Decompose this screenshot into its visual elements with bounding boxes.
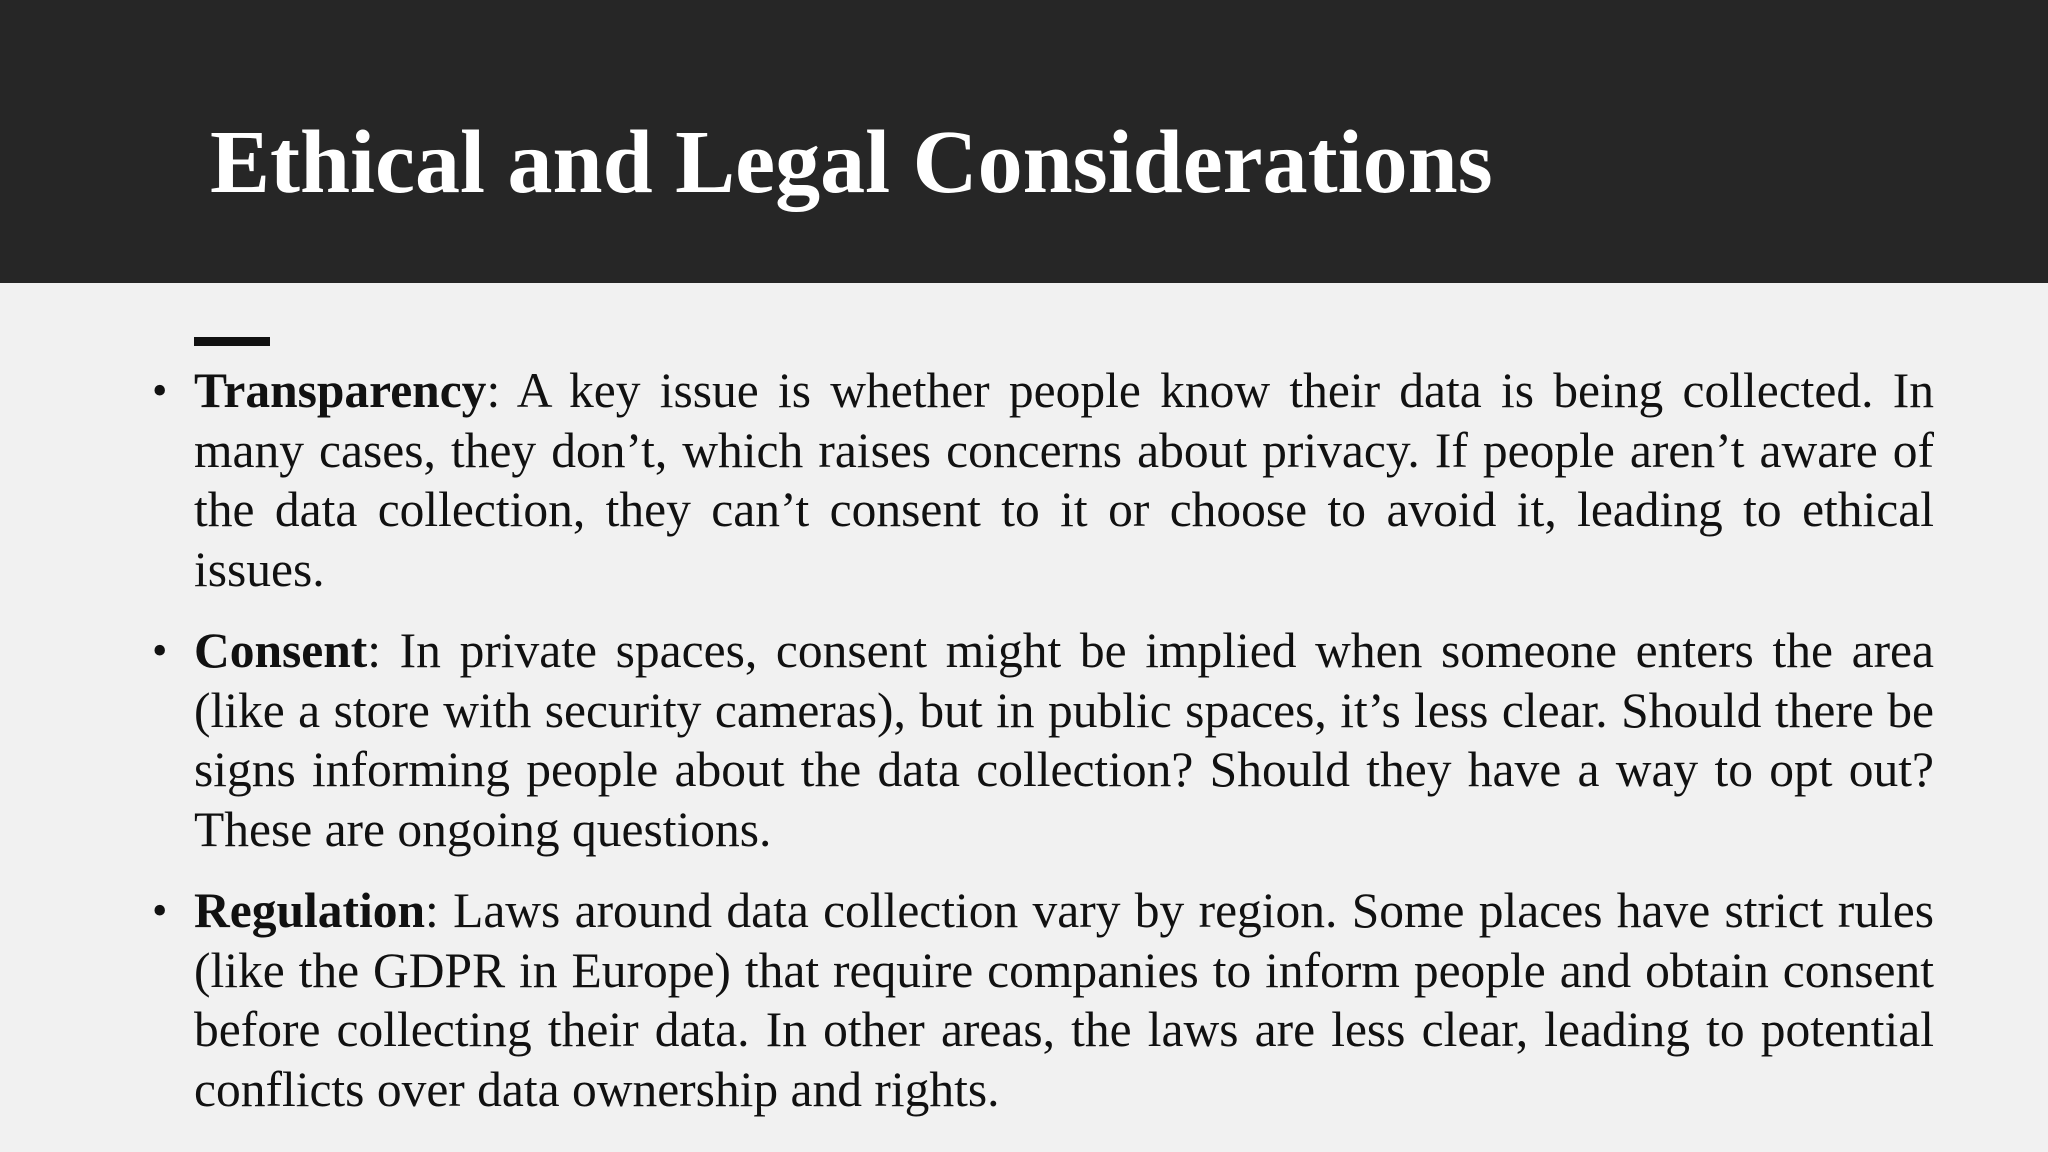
bullet-marker: •: [152, 626, 168, 675]
slide-title: Ethical and Legal Considerations: [210, 113, 1493, 212]
bullet-consent: [152, 621, 1934, 859]
bullet-marker: •: [152, 366, 168, 415]
bullet-term: Regulation: [194, 883, 426, 938]
bullet-term: Transparency: [194, 363, 487, 418]
bullet-marker: •: [152, 886, 168, 935]
bullet-text: : A key issue is whether people know their data is being collected. In many cases, they don’t, which raises concerns about privacy. If people aren’t aware of the data collection, they can’t consent to it or choose to avoid it, leading to ethical issues.: [194, 363, 1934, 597]
bullet-term: Consent: [194, 623, 368, 678]
bullet-text: : Laws around data collection vary by region. Some places have strict rules (like the GDPR in Europe) that require companies to inform people and obtain consent before collecting their data. In other areas, the laws are less clear, leading to potential conflicts over data ownership and rights.: [194, 883, 1934, 1117]
bullet-text: : In private spaces, consent might be implied when someone enters the area (like a store with security cameras), but in public spaces, it’s less clear. Should there be signs informing people about the data collection? Should they have a way to opt out? These are ongoing questions.: [194, 623, 1934, 857]
bullet-regulation: [152, 881, 1934, 1119]
bullet-transparency: [152, 361, 1934, 599]
